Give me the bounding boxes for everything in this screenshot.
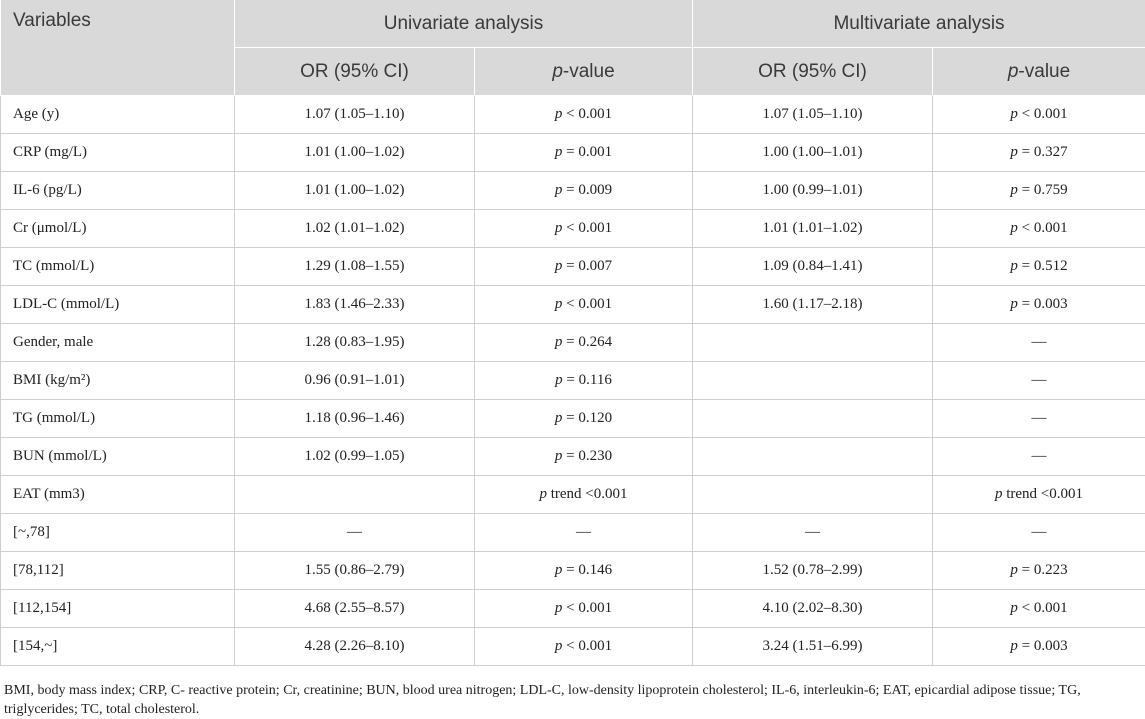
multivariate-p-cell-italic-p: p (1010, 638, 1018, 654)
row-label: IL-6 (pg/L) (1, 172, 235, 210)
multivariate-or-cell (693, 438, 933, 476)
multivariate-p-cell-text: — (1032, 410, 1047, 426)
multivariate-or-cell (693, 324, 933, 362)
row-label: Age (y) (1, 96, 235, 134)
row-label: [~,78] (1, 514, 235, 552)
univariate-or-cell: 1.01 (1.00–1.02) (235, 172, 475, 210)
univariate-p-cell-text: = 0.007 (562, 258, 612, 274)
multivariate-p-cell-text: — (1032, 334, 1047, 350)
multivariate-p-cell-text: = 0.759 (1018, 182, 1068, 198)
multivariate-p-cell-text: = 0.223 (1018, 562, 1068, 578)
univariate-p-cell-text: < 0.001 (562, 600, 612, 616)
header-multivariate: Multivariate analysis (693, 0, 1145, 48)
multivariate-p-cell-text: < 0.001 (1018, 600, 1068, 616)
multivariate-p-cell-italic-p: p (1010, 600, 1018, 616)
table-row (1, 248, 1145, 286)
multivariate-p-cell (933, 324, 1145, 362)
table-row (1, 514, 1145, 552)
table-body (1, 96, 1145, 666)
multivariate-p-cell-italic-p: p (1010, 258, 1018, 274)
multivariate-or-cell: 4.10 (2.02–8.30) (693, 590, 933, 628)
univariate-p-cell-text: = 0.120 (562, 410, 612, 426)
row-label: BUN (mmol/L) (1, 438, 235, 476)
univariate-or-cell: — (235, 514, 475, 552)
univariate-or-cell: 1.28 (0.83–1.95) (235, 324, 475, 362)
multivariate-p-cell-text: — (1032, 448, 1047, 464)
univariate-p-cell-italic-p: p (555, 220, 563, 236)
multivariate-p-cell-italic-p: p (1010, 144, 1018, 160)
univariate-p-cell-italic-p: p (555, 372, 563, 388)
univariate-p-cell-text: — (576, 524, 591, 540)
multivariate-p-cell-italic-p: p (1010, 220, 1018, 236)
univariate-p-cell (475, 248, 693, 286)
multivariate-or-cell (693, 476, 933, 514)
univariate-or-cell: 1.29 (1.08–1.55) (235, 248, 475, 286)
multivariate-p-cell-text: trend <0.001 (1002, 486, 1083, 502)
univariate-p-cell (475, 552, 693, 590)
univariate-p-cell-italic-p: p (555, 562, 563, 578)
univariate-p-cell-text: < 0.001 (562, 220, 612, 236)
multivariate-or-cell: 1.00 (1.00–1.01) (693, 134, 933, 172)
table-row (1, 590, 1145, 628)
multivariate-p-cell (933, 514, 1145, 552)
table-row (1, 552, 1145, 590)
multivariate-p-cell (933, 590, 1145, 628)
multivariate-p-cell-text: < 0.001 (1018, 220, 1068, 236)
multivariate-p-cell-text: = 0.327 (1018, 144, 1068, 160)
multivariate-p-cell-text: — (1032, 372, 1047, 388)
univariate-or-cell: 0.96 (0.91–1.01) (235, 362, 475, 400)
multivariate-p-cell (933, 248, 1145, 286)
multivariate-p-cell-text: = 0.512 (1018, 258, 1068, 274)
table-row (1, 438, 1145, 476)
row-label: BMI (kg/m²) (1, 362, 235, 400)
univariate-p-cell (475, 514, 693, 552)
header-variables: Variables (1, 0, 235, 96)
univariate-p-cell-text: = 0.146 (562, 562, 612, 578)
row-label: Cr (μmol/L) (1, 210, 235, 248)
univariate-p-cell-italic-p: p (555, 334, 563, 350)
table-row (1, 628, 1145, 666)
header-multi-p-italic: p (1008, 61, 1019, 82)
multivariate-p-cell (933, 476, 1145, 514)
multivariate-p-cell (933, 134, 1145, 172)
univariate-or-cell: 1.07 (1.05–1.10) (235, 96, 475, 134)
header-multi-p-suffix: -value (1018, 61, 1070, 82)
multivariate-p-cell-italic-p: p (1010, 562, 1018, 578)
univariate-p-cell-italic-p: p (555, 600, 563, 616)
multivariate-p-cell-italic-p: p (995, 486, 1003, 502)
multivariate-p-cell-text: = 0.003 (1018, 296, 1068, 312)
univariate-p-cell-italic-p: p (555, 410, 563, 426)
multivariate-p-cell (933, 438, 1145, 476)
header-row-groups (1, 0, 1145, 48)
univariate-p-cell-text: = 0.264 (562, 334, 612, 350)
multivariate-p-cell (933, 400, 1145, 438)
univariate-p-cell (475, 210, 693, 248)
multivariate-p-cell (933, 628, 1145, 666)
univariate-or-cell: 1.01 (1.00–1.02) (235, 134, 475, 172)
univariate-p-cell-text: = 0.009 (562, 182, 612, 198)
table-header (1, 0, 1145, 96)
univariate-p-cell-text: < 0.001 (562, 296, 612, 312)
row-label: TG (mmol/L) (1, 400, 235, 438)
header-uni-or: OR (95% CI) (235, 48, 475, 96)
univariate-p-cell (475, 590, 693, 628)
multivariate-p-cell-italic-p: p (1010, 182, 1018, 198)
univariate-p-cell-italic-p: p (555, 144, 563, 160)
univariate-p-cell (475, 628, 693, 666)
header-uni-p-italic: p (552, 61, 563, 82)
multivariate-p-cell-text: < 0.001 (1018, 106, 1068, 122)
table-row (1, 96, 1145, 134)
univariate-p-cell-text: = 0.230 (562, 448, 612, 464)
header-multi-pvalue (933, 48, 1145, 96)
multivariate-p-cell-italic-p: p (1010, 106, 1018, 122)
univariate-p-cell-text: trend <0.001 (547, 486, 628, 502)
multivariate-p-cell (933, 210, 1145, 248)
univariate-or-cell (235, 476, 475, 514)
multivariate-or-cell (693, 362, 933, 400)
table-row (1, 324, 1145, 362)
univariate-p-cell-text: < 0.001 (562, 638, 612, 654)
row-label: EAT (mm3) (1, 476, 235, 514)
univariate-p-cell-text: < 0.001 (562, 106, 612, 122)
multivariate-p-cell (933, 96, 1145, 134)
univariate-p-cell-italic-p: p (555, 448, 563, 464)
univariate-p-cell (475, 134, 693, 172)
univariate-p-cell (475, 172, 693, 210)
univariate-p-cell (475, 362, 693, 400)
univariate-p-cell (475, 96, 693, 134)
header-uni-pvalue (475, 48, 693, 96)
table-row (1, 476, 1145, 514)
multivariate-or-cell: 1.60 (1.17–2.18) (693, 286, 933, 324)
univariate-p-cell (475, 476, 693, 514)
table-row (1, 400, 1145, 438)
row-label: [154,~] (1, 628, 235, 666)
row-label: CRP (mg/L) (1, 134, 235, 172)
univariate-p-cell-text: = 0.116 (563, 372, 612, 388)
univariate-p-cell-italic-p: p (555, 296, 563, 312)
univariate-p-cell-italic-p: p (555, 638, 563, 654)
header-univariate: Univariate analysis (235, 0, 693, 48)
multivariate-p-cell (933, 286, 1145, 324)
univariate-p-cell-italic-p: p (555, 106, 563, 122)
multivariate-p-cell (933, 172, 1145, 210)
multivariate-or-cell: 1.52 (0.78–2.99) (693, 552, 933, 590)
row-label: Gender, male (1, 324, 235, 362)
univariate-p-cell (475, 286, 693, 324)
header-uni-p-suffix: -value (563, 61, 615, 82)
table-row (1, 210, 1145, 248)
multivariate-or-cell (693, 400, 933, 438)
row-label: [78,112] (1, 552, 235, 590)
multivariate-p-cell-italic-p: p (1010, 296, 1018, 312)
univariate-p-cell-italic-p: p (555, 258, 563, 274)
row-label: LDL-C (mmol/L) (1, 286, 235, 324)
multivariate-or-cell: 1.01 (1.01–1.02) (693, 210, 933, 248)
multivariate-p-cell-text: = 0.003 (1018, 638, 1068, 654)
univariate-p-cell (475, 324, 693, 362)
univariate-or-cell: 1.83 (1.46–2.33) (235, 286, 475, 324)
multivariate-or-cell: 1.07 (1.05–1.10) (693, 96, 933, 134)
multivariate-or-cell: 1.00 (0.99–1.01) (693, 172, 933, 210)
univariate-p-cell (475, 400, 693, 438)
multivariate-or-cell: 3.24 (1.51–6.99) (693, 628, 933, 666)
multivariate-or-cell: — (693, 514, 933, 552)
row-label: [112,154] (1, 590, 235, 628)
univariate-or-cell: 1.55 (0.86–2.79) (235, 552, 475, 590)
univariate-p-cell-text: = 0.001 (562, 144, 612, 160)
table-row (1, 286, 1145, 324)
header-multi-or: OR (95% CI) (693, 48, 933, 96)
table-row (1, 172, 1145, 210)
table-row (1, 134, 1145, 172)
univariate-or-cell: 1.02 (1.01–1.02) (235, 210, 475, 248)
univariate-p-cell-italic-p: p (539, 486, 547, 502)
multivariate-or-cell: 1.09 (0.84–1.41) (693, 248, 933, 286)
multivariate-p-cell (933, 552, 1145, 590)
univariate-p-cell-italic-p: p (555, 182, 563, 198)
univariate-or-cell: 1.02 (0.99–1.05) (235, 438, 475, 476)
univariate-p-cell (475, 438, 693, 476)
univariate-or-cell: 4.68 (2.55–8.57) (235, 590, 475, 628)
table-footnote: BMI, body mass index; CRP, C- reactive protein; Cr, creatinine; BUN, blood urea nitrogen; LDL-C, low-density lipoprotein cholesterol; IL-6, interleukin-6; EAT, epicardial adipose tissue; TG, triglycerides; TC, total cholesterol. (4, 681, 1142, 719)
univariate-or-cell: 4.28 (2.26–8.10) (235, 628, 475, 666)
univariate-or-cell: 1.18 (0.96–1.46) (235, 400, 475, 438)
table-row (1, 362, 1145, 400)
multivariate-p-cell-text: — (1032, 524, 1047, 540)
multivariate-p-cell (933, 362, 1145, 400)
row-label: TC (mmol/L) (1, 248, 235, 286)
